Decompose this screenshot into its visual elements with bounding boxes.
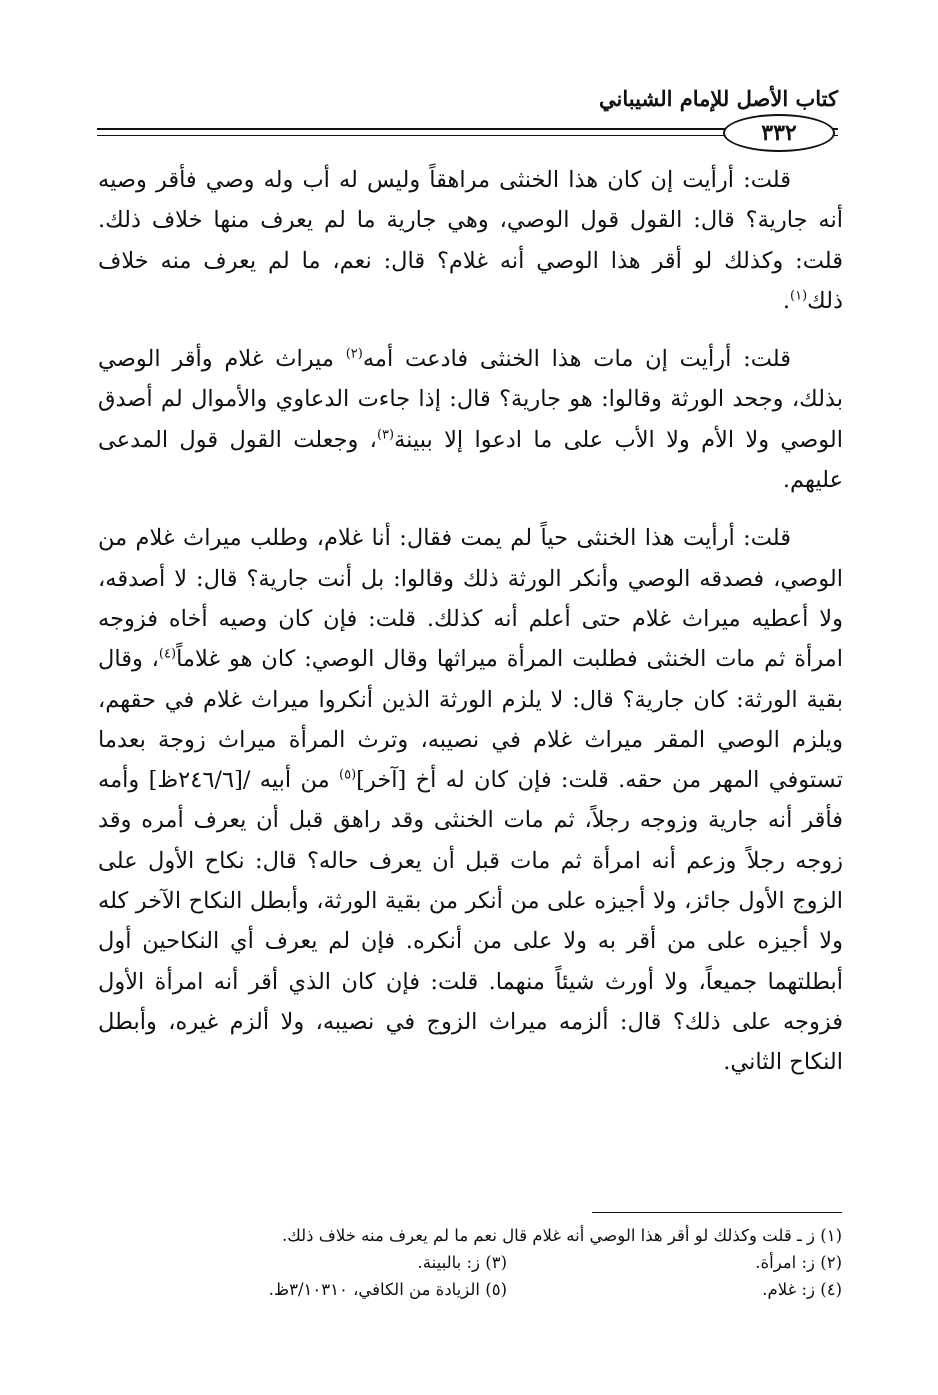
- paragraph-2-part-b: ميراث غلام وأقر الوصي بذلك، وجحد الورثة وقالوا: هو جارية؟ قال: إذا جاءت الدعاوي والأموال لم أصدق الوصي ولا الأم ولا الأب على ما ادعوا إلا ببينة: [98, 346, 843, 453]
- footnote-row: [97, 1249, 842, 1276]
- paragraph-2-part-a: قلت: أرأيت إن مات هذا الخنثى فادعت أمه: [362, 346, 792, 373]
- footnote-ref-1: (١): [790, 288, 808, 304]
- page-number: ٣٣٢: [761, 120, 797, 146]
- paragraph-2: [98, 339, 843, 500]
- footnote-row: [97, 1276, 842, 1303]
- page-number-badge: [723, 114, 835, 152]
- running-title: كتاب الأصل للإمام الشيباني: [599, 86, 838, 111]
- footnote-ref-3: (٣): [376, 427, 395, 443]
- footnote-ref-4: (٤): [158, 646, 177, 662]
- paragraph-3-part-b: ، وقال بقية الورثة: كان جارية؟ قال: لا يلزم الورثة الذين أنكروا ميراث غلام في حقهم، ويلزم الوصي المقر ميراث غلام في نصيبه، وترث المرأة ميراث زوجة بعدما تستوفي المهر من حقه. قلت: فإن كان له أخ [آخر]: [98, 646, 843, 794]
- footnote-ref-2: (٢): [345, 346, 363, 362]
- paragraph-1: [98, 160, 843, 321]
- footnote-separator: [592, 1212, 842, 1213]
- footnote-1: (١) ز ـ قلت وكذلك لو أقر هذا الوصي أنه غلام قال نعم ما لم يعرف منه خلاف ذلك.: [281, 1226, 842, 1245]
- paragraph-3: [98, 518, 843, 1082]
- footnote-2: (٢) ز: امرأة.: [755, 1253, 842, 1272]
- footnotes: [97, 1222, 842, 1303]
- footnote-5: (٥) الزيادة من الكافي، ٣/١٠٣١٠ظ.: [268, 1280, 507, 1299]
- main-text: [98, 160, 843, 1083]
- footnote-row: [97, 1222, 842, 1249]
- paragraph-1-text: قلت: أرأيت إن كان هذا الخنثى مراهقاً وليس له أب وله وصي فأقر وصيه أنه جارية؟ قال: القول قول الوصي، وهي جارية ما لم يعرف منها خلاف ذلك. قلت: وكذلك لو أقر هذا الوصي أنه غلام؟ قال: نعم، ما لم يعرف منه خلاف ذلك: [98, 167, 843, 314]
- paragraph-1-end: .: [782, 287, 791, 314]
- footnote-4: (٤) ز: غلام.: [762, 1280, 842, 1299]
- paragraph-2-part-c: ، وجعلت القول قول المدعى عليهم.: [98, 426, 843, 494]
- footnote-ref-5: (٥): [339, 767, 357, 783]
- paragraph-3-part-a: قلت: أرأيت هذا الخنثى حياً لم يمت فقال: أنا غلام، وطلب ميراث غلام من الوصي، فصدقه الوصي وأنكر الورثة ذلك وقالوا: بل أنت جارية؟ قال: لا أصدقه، ولا أعطيه ميراث غلام حتى أعلم أنه كذلك. قلت: فإن كان وصيه أخاه فزوجه امرأة ثم مات الخنثى فطلبت المرأة ميراثها وقال الوصي: كان هو غلاماً: [98, 525, 843, 673]
- footnote-3: (٣) ز: بالبينة.: [417, 1253, 507, 1272]
- paragraph-3-part-c: من أبيه /[٢٤٦/٦ظ] وأمه فأقر أنه جارية وزوجه رجلاً، ثم مات الخنثى وقد راهق قبل أن يعرف أمره وقد زوجه رجلاً وزعم أنه امرأة ثم مات قبل أن يعرف حاله؟ قال: نكاح الأول على الزوج الأول جائز، ولا أجيزه على من أنكر من بقية الورثة، وأبطل النكاح الآخر كله ولا أجيزه على من أقر به ولا على من أنكره. فإن لم يعرف أي النكاحين أول أبطلتهما جميعاً، ولا أورث شيئاً منهما. قلت: فإن كان الذي أقر أنه امرأة الأول فزوجه على ذلك؟ قال: ألزمه ميراث الزوج في نصيبه، ولا ألزم غيره، وأبطل النكاح الثاني.: [98, 767, 843, 1076]
